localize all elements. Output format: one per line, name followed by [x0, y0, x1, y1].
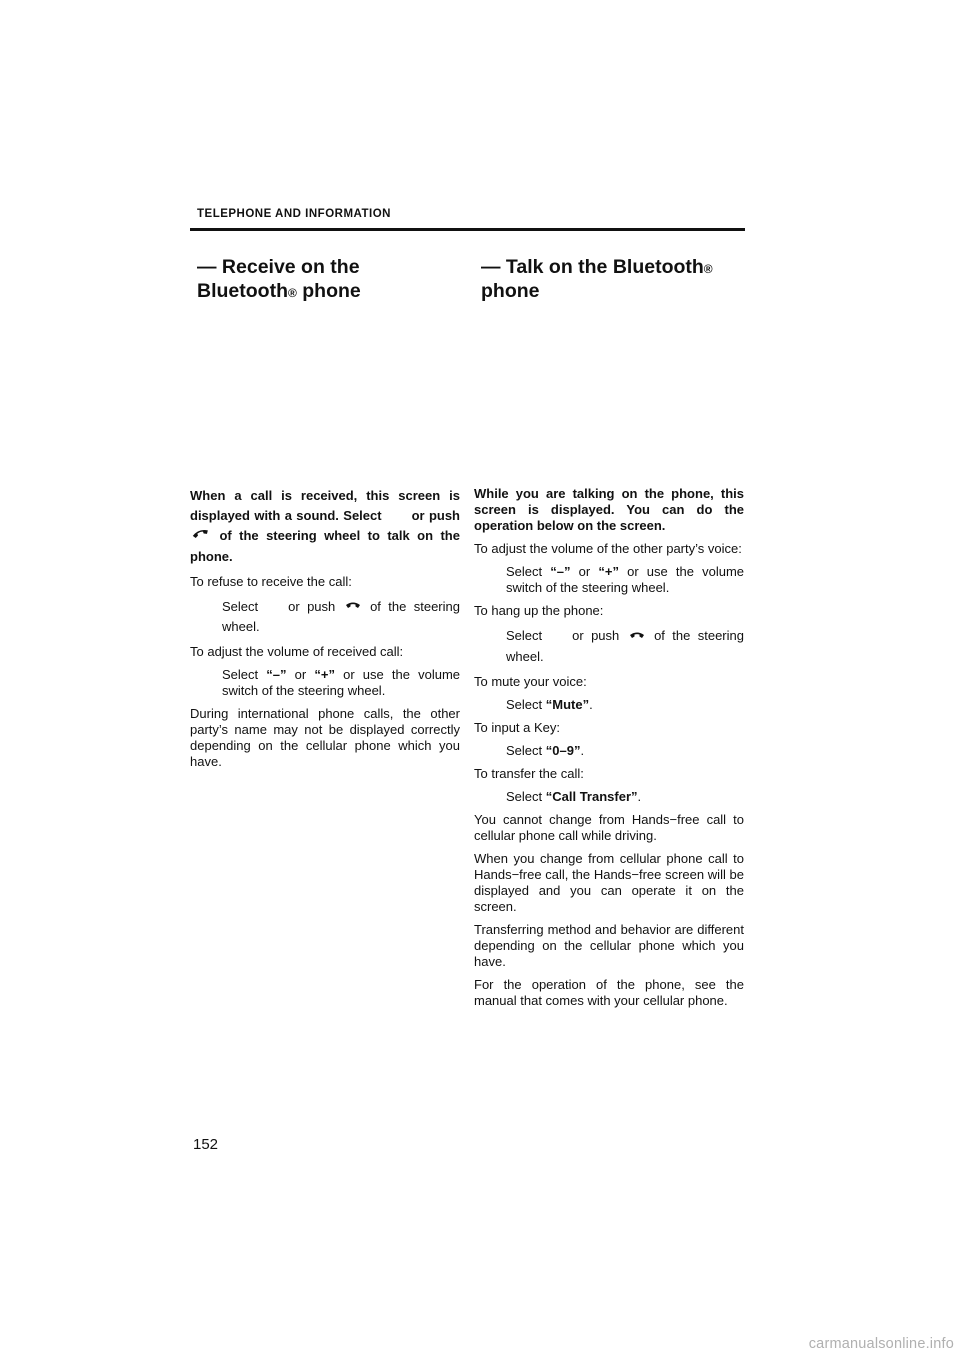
right-hangup-title: To hang up the phone: — [474, 603, 604, 618]
left-heading-line2 — [197, 279, 361, 303]
right-volume-instruction: Select “–” or “+” or use the volume switch of the steering wheel. — [506, 564, 744, 595]
right-para-4: For the operation of the phone, see the manual that comes with your cellular phone. — [474, 976, 744, 1008]
right-heading-line2: phone — [481, 280, 540, 302]
left-heading-line1: — Receive on the — [197, 256, 360, 278]
right-mute-instruction: Select “Mute”. — [506, 696, 593, 712]
left-column — [190, 486, 460, 777]
section-header: TELEPHONE AND INFORMATION — [197, 208, 391, 220]
right-column — [474, 486, 744, 1016]
phone-pickup-icon — [192, 527, 210, 547]
left-heading-phone: phone — [296, 280, 361, 302]
left-volume-title: To adjust the volume of received call: — [190, 644, 404, 660]
left-intro: When a call is received, this screen is displayed with a sound. Select or push of the steering wheel to talk on the phone. — [190, 488, 460, 564]
left-refuse-instruction: Select or push of the steering wheel. — [222, 598, 460, 635]
right-intro: While you are talking on the phone, this screen is displayed. You can do the operation below on the screen. — [474, 486, 744, 533]
left-note: During international phone calls, the other party’s name may not be displayed correctly depending on the cellular phone which you have. — [190, 706, 460, 770]
right-para-3: Transferring method and behavior are different depending on the cellular phone which you have. — [474, 921, 744, 969]
phone-hangup-icon — [345, 597, 361, 617]
page-number: 152 — [193, 1136, 219, 1153]
right-heading-bluetooth: — Talk on the Bluetooth — [481, 256, 704, 278]
left-refuse-title: To refuse to receive the call: — [190, 573, 352, 589]
right-heading-line1 — [481, 255, 713, 279]
right-transfer-instruction: Select “Call Transfer”. — [506, 788, 642, 804]
watermark: carmanualsonline.info — [808, 1336, 954, 1352]
registered-mark: ® — [703, 262, 713, 276]
right-volume-title: To adjust the volume of the other party’s voice: — [474, 541, 742, 556]
right-key-title: To input a Key: — [474, 719, 560, 735]
left-heading-bluetooth: Bluetooth — [197, 280, 288, 302]
right-key-instruction: Select “0–9”. — [506, 742, 585, 758]
header-rule — [190, 228, 745, 231]
left-heading — [197, 255, 361, 303]
right-heading — [481, 255, 713, 303]
phone-hangup-icon — [629, 627, 645, 647]
registered-mark: ® — [287, 286, 297, 300]
left-volume-instruction: Select “–” or “+” or use the volume switch of the steering wheel. — [222, 667, 460, 699]
right-para-1: You cannot change from Hands−free call to cellular phone call while driving. — [474, 811, 744, 843]
right-transfer-title: To transfer the call: — [474, 765, 584, 781]
right-mute-title: To mute your voice: — [474, 673, 587, 689]
right-para-2: When you change from cellular phone call to Hands−free call, the Hands−free screen will be displayed and you can operate it on the screen. — [474, 850, 744, 914]
right-hangup-instruction: Select or push of the steering wheel. — [506, 628, 744, 664]
